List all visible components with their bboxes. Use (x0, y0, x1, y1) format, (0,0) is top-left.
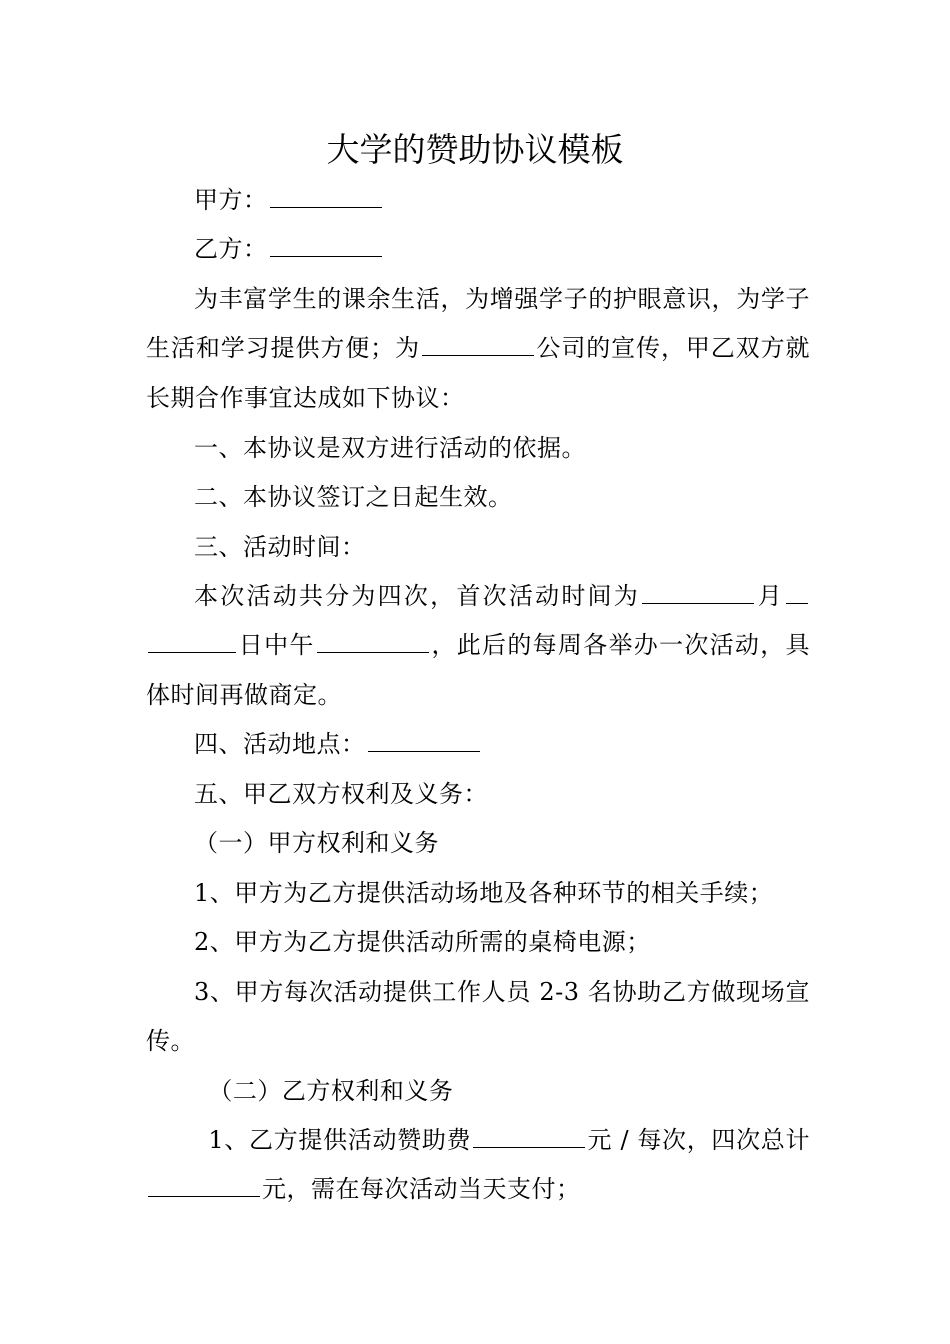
party-b-item-1 (146, 1116, 810, 1215)
sponsor-fee-text-1: 1、乙方提供活动赞助费 (208, 1126, 472, 1154)
party-a-rights-heading: （一）甲方权利和义务 (194, 829, 439, 857)
company-blank (422, 333, 534, 357)
day-blank-part-1 (786, 580, 808, 604)
time-day-noon-label: 日中午 (238, 631, 315, 660)
party-a-item-3: 3、甲方每次活动提供工作人员 2-3 名协助乙方做现场宣传。 (146, 978, 810, 1056)
party-b-rights-heading: （二）乙方权利和义务 (208, 1077, 454, 1105)
activity-time-paragraph (146, 572, 810, 720)
intro-paragraph (146, 275, 810, 423)
time-text-2: ，此后的每周各举办一次活动，具体时间再做商定。 (146, 631, 811, 709)
party-a-item-2: 2、甲方为乙方提供活动所需的桌椅电源； (194, 928, 651, 956)
fee-total-blank (148, 1174, 260, 1198)
time-month-label: 月 (756, 582, 785, 610)
intro-text-1: 为丰富学生的课余生活，为增强学子的护眼意识，为学子生活和学习提供方便；为 (146, 285, 810, 363)
noon-time-blank (317, 630, 429, 654)
clause-2: 二、本协议签订之日起生效。 (194, 483, 513, 511)
month-blank (642, 580, 754, 604)
clause-1: 一、本协议是双方进行活动的依据。 (194, 434, 586, 462)
intro-text-2: 公司的宣传，甲乙双方就长期合作事宜达成如下协议： (146, 334, 810, 412)
party-a-label: 甲方： (194, 186, 268, 214)
party-a-blank (270, 184, 382, 208)
party-b-blank (270, 233, 382, 257)
party-b-label: 乙方： (194, 235, 268, 263)
document-title: 大学的赞助协议模板 (326, 130, 624, 169)
sponsor-fee-text-3: 元，需在每次活动当天支付； (262, 1175, 581, 1204)
day-blank-part-2 (148, 630, 236, 654)
clause-5: 五、甲乙双方权利及义务： (194, 780, 488, 808)
location-blank (368, 728, 480, 752)
party-a-item-1: 1、甲方为乙方提供活动场地及各种环节的相关手续； (194, 879, 774, 907)
clause-3: 三、活动时间： (194, 533, 366, 561)
clause-4 (146, 720, 810, 769)
time-text-1: 本次活动共分为四次，首次活动时间为 (194, 582, 641, 610)
clause-4-label: 四、活动地点： (194, 730, 366, 758)
party-a-line (146, 176, 810, 225)
fee-per-event-blank (473, 1124, 585, 1148)
party-b-line (146, 225, 810, 274)
sponsor-fee-text-2: 元 / 每次，四次总计 (587, 1126, 810, 1154)
